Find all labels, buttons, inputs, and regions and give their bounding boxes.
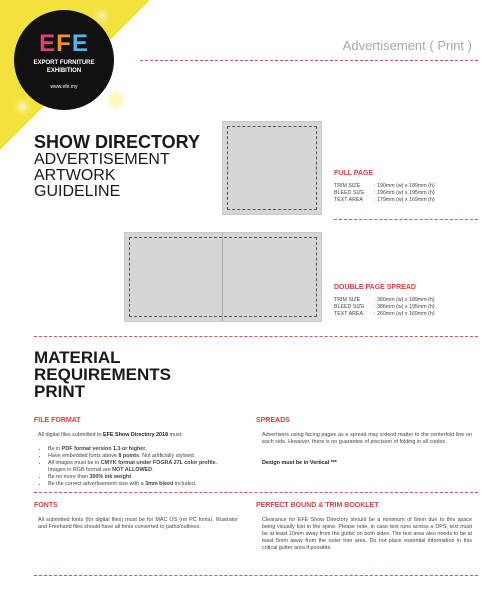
perfect-bound-text: Clearance for EFE Show Directory should be a minimum of 6mm due to this space being visually lost in the spine. Please note, in case text runs across a DPS, text must be at least 10mm away from the gutter on both sides. The text area also needs to be at least 5mm away from the outer trim area. Do not place essential information in this critical gutter area if possible.: [262, 517, 472, 551]
efe-logo-letters: EFE: [39, 30, 89, 57]
show-directory-title: SHOW DIRECTORY: [34, 132, 201, 152]
full-page-specs: TRIM SIZE : 190mm (w) x 189mm (h) BLEED SIZE : 196mm (w) x 195mm (h) TEXT AREA : 179mm (w) x 169mm (h): [334, 183, 435, 203]
section-divider: [34, 492, 478, 493]
spreads-title: SPREADS: [256, 417, 290, 424]
perfect-bound-title: PERFECT BOUND & TRIM BOOKLET: [256, 502, 379, 509]
list-item: • Be the correct advertisement size with a 3mm bleed included.: [48, 481, 248, 488]
material-requirements-title: MATERIAL REQUIREMENTS PRINT: [34, 348, 171, 401]
logo-line1: EXPORT FURNITURE: [33, 60, 95, 66]
footer-divider: [34, 575, 478, 576]
double-page-title: DOUBLE PAGE SPREAD: [334, 284, 416, 291]
sparkle-decoration: [112, 96, 120, 104]
double-page-specs: TRIM SIZE : 380mm (w) x 189mm (h) BLEED SIZE : 386mm (w) x 195mm (h) TEXT AREA : 260mm (w) x 169mm (h): [334, 297, 435, 317]
fonts-text: All submitted fonts (for digital files) must be for MAC OS (no PC fonts). Illustrator and Freehand files should have all fonts converted to paths/outlines.: [38, 517, 238, 530]
double-page-mockup: [124, 232, 322, 322]
header-divider: [140, 60, 478, 61]
section-divider: [34, 336, 478, 337]
list-item: • Have embedded fonts above 8 points. Not artificially stylised.: [48, 453, 248, 460]
full-page-title: FULL PAGE: [334, 170, 374, 177]
sparkle-decoration: [20, 104, 25, 109]
file-format-list: [38, 446, 248, 488]
file-format-intro: All digital files submitted to EFE Show Directory 2018 must:: [38, 432, 183, 438]
sparkle-decoration: [100, 14, 104, 18]
list-item: • Be no more than 300% ink weight: [48, 474, 248, 481]
list-item: • Be in PDF format version 1.3 or higher.: [48, 446, 248, 453]
logo-url: www.efe.my: [50, 84, 78, 90]
full-page-mockup: [222, 121, 322, 215]
guideline-subtitle: ADVERTISEMENT ARTWORK GUIDELINE: [34, 151, 170, 200]
advertisement-print-title: Advertisement ( Print ): [342, 38, 472, 53]
spreads-note: Design must be in Vertical ***: [262, 460, 337, 466]
spreads-text: Advertisers using facing pages as a spread may extend matter to the centerfold line on each side. However, there is no guarantee of precision of folding in all copies.: [262, 432, 472, 445]
file-format-title: FILE FORMAT: [34, 417, 81, 424]
list-item: • All images must be in CMYK format under FOGRA 27L color profile. Images in RGB format are NOT ALLOWED.: [48, 460, 248, 474]
logo-line2: EXHIBITION: [46, 68, 82, 74]
divider: [334, 219, 478, 220]
fonts-title: FONTS: [34, 502, 58, 509]
